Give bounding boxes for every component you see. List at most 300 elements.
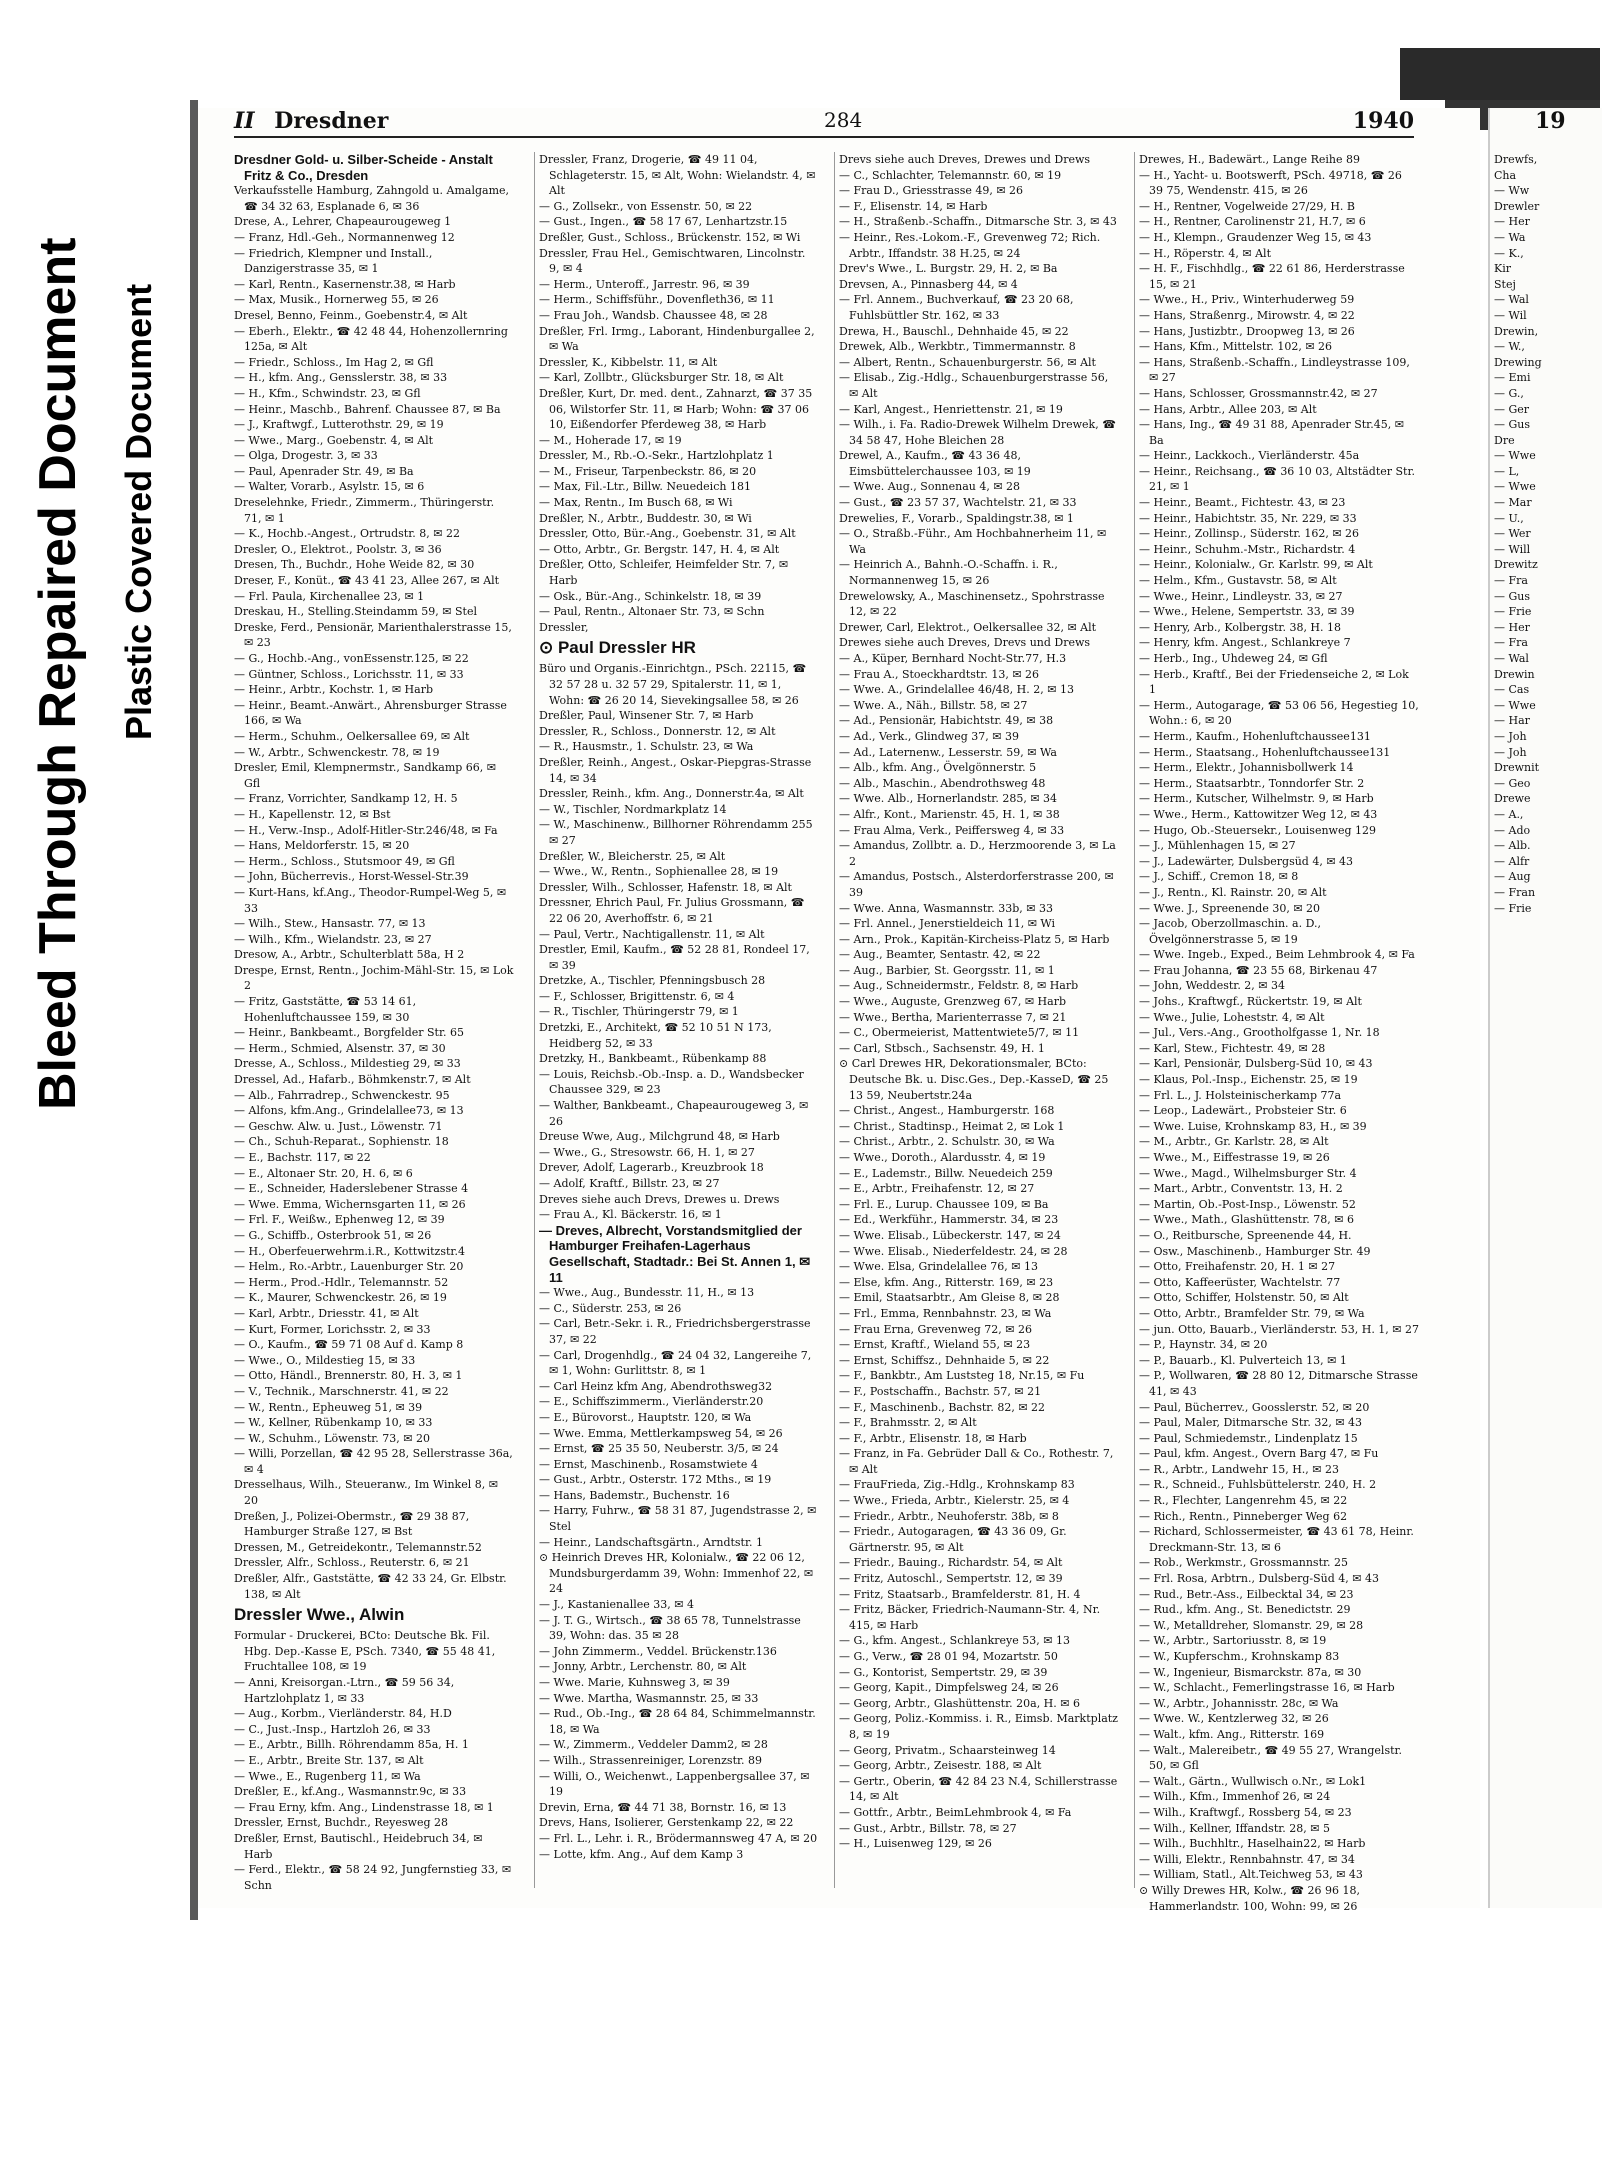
directory-entry: — Güntner, Schloss., Lorichsstr. 11, ✉ 33: [234, 667, 464, 681]
directory-entry: — Ch., Schuh-Reparat., Sophienstr. 18: [234, 1135, 449, 1149]
directory-entry: — Ernst, Kraftf., Wieland 55, ✉ 23: [839, 1338, 1031, 1352]
directory-entry: Drestler, Emil, Kaufm., ☎ 52 28 81, Rondeel 17, ✉ 39: [539, 943, 810, 972]
directory-entry: — J., Rentn., Kl. Rainstr. 20, ✉ Alt: [1139, 885, 1327, 899]
directory-entry: — E., Altonaer Str. 20, H. 6, ✉ 6: [234, 1166, 413, 1180]
directory-entry: — Heinr., Maschb., Bahrenf. Chaussee 87, ✉ Ba: [234, 402, 501, 416]
directory-columns: [234, 152, 1420, 1913]
directory-entry: — Frau Erna, Grevenweg 72, ✉ 26: [839, 1322, 1032, 1336]
directory-entry: Dreßler, Reinh., Angest., Oskar-Piepgras-Strasse 14, ✉ 34: [539, 755, 812, 785]
directory-entry: — Wwe., Heinr., Lindleystr. 33, ✉ 27: [1139, 589, 1343, 603]
directory-entry: — Wilh., Stew., Hansastr. 77, ✉ 13: [234, 917, 426, 931]
directory-entry: — Wwe., H., Priv., Winterhuderweg 59: [1139, 293, 1355, 307]
directory-entry: — Wwe., Bertha, Marienterrasse 7, ✉ 21: [839, 1010, 1067, 1024]
directory-entry: — Wilh., Kraftwgf., Rossberg 54, ✉ 23: [1139, 1805, 1352, 1819]
directory-entry: Drevs, Hans, Isolierer, Gerstenkamp 22, ✉ 22: [539, 1816, 794, 1830]
directory-entry: — Ad., Laternenw., Lesserstr. 59, ✉ Wa: [839, 745, 1057, 759]
directory-entry: — Eberh., Elektr., ☎ 42 48 44, Hohenzollernring 125a, ✉ Alt: [234, 324, 508, 354]
directory-entry: — Elisab., Zig.-Hdlg., Schauenburgerstrasse 56, ✉ Alt: [839, 371, 1109, 400]
directory-entry: — Georg, Poliz.-Kommiss. i. R., Eimsb. Marktplatz 8, ✉ 19: [839, 1712, 1118, 1741]
directory-entry: — Karl, Angest., Henriettenstr. 21, ✉ 19: [839, 402, 1063, 416]
directory-entry: — Heinr., Bankbeamt., Borgfelder Str. 65: [234, 1026, 464, 1040]
directory-entry: Dreßler, Alfr., Gaststätte, ☎ 42 33 24, Gr. Elbstr. 138, ✉ Alt: [234, 1572, 507, 1601]
directory-entry: — Christ., Angest., Hamburgerstr. 168: [839, 1104, 1055, 1118]
directory-entry: — Amandus, Zollbtr. a. D., Herzmoorende 3, ✉ La 2: [839, 839, 1116, 868]
adjacent-entry-fragment: Drewing: [1494, 355, 1542, 369]
adjacent-entry-fragment: — Gus: [1494, 589, 1531, 603]
directory-entry: — Friedrich, Klempner und Install., Danzigerstrasse 35, ✉ 1: [234, 246, 433, 276]
directory-entry: — W., Schlacht., Femerlingstrasse 16, ✉ Harb: [1139, 1681, 1395, 1695]
directory-entry: — Karl, Zollbtr., Glücksburger Str. 18, ✉ Alt: [539, 371, 784, 385]
adjacent-entry-fragment: — Alfr: [1494, 854, 1530, 868]
directory-entry: — Ernst, Maschinenb., Rosamstwiete 4: [539, 1457, 758, 1471]
directory-entry: — Frl. F., Weißw., Ephenweg 12, ✉ 39: [234, 1213, 445, 1227]
directory-entry: — Louis, Reichsb.-Ob.-Insp. a. D., Wandsbecker Chaussee 329, ✉ 23: [539, 1067, 804, 1097]
directory-entry: — W., Ingenieur, Bismarckstr. 87a, ✉ 30: [1139, 1665, 1362, 1679]
adjacent-entry-fragment: — Frie: [1494, 901, 1532, 915]
directory-entry: — Wwe., Doroth., Alardusstr. 4, ✉ 19: [839, 1151, 1046, 1164]
adjacent-entry-fragment: — Gus: [1494, 418, 1531, 432]
directory-entry: Dressler Wwe., Alwin: [234, 1605, 405, 1625]
directory-entry: — Hans, Justizbtr., Droopweg 13, ✉ 26: [1139, 324, 1355, 338]
directory-entry: — G., Verw., ☎ 28 01 94, Mozartstr. 50: [839, 1650, 1058, 1663]
directory-entry: Dreßler, N., Arbtr., Buddestr. 30, ✉ Wi: [539, 511, 752, 525]
adjacent-entry-fragment: — Wwe: [1494, 480, 1536, 494]
directory-entry: — Frau Alma, Verk., Peiffersweg 4, ✉ 33: [839, 823, 1065, 837]
directory-entry: Dreßler, Frl. Irmg., Laborant, Hindenburgallee 2, ✉ Wa: [539, 324, 815, 354]
directory-page: [198, 108, 1480, 1913]
adjacent-entry-fragment: — Joh: [1494, 729, 1527, 743]
directory-entry: — Wwe., W., Rentn., Sophienallee 28, ✉ 19: [539, 865, 779, 879]
directory-entry: — Wwe. Elsa, Grindelallee 76, ✉ 13: [839, 1260, 1038, 1274]
directory-entry: — William, Statl., Alt.Teichweg 53, ✉ 43: [1139, 1868, 1363, 1882]
directory-entry: — Gust., Ingen., ☎ 58 17 67, Lenhartzstr.15: [539, 215, 788, 229]
directory-entry: Dreske, Ferd., Pensionär, Marienthalerstrasse 15, ✉ 23: [234, 620, 512, 650]
directory-entry: — Wwe., Aug., Bundesstr. 11, H., ✉ 13: [539, 1286, 755, 1300]
directory-entry: — Wwe., Auguste, Grenzweg 67, ✉ Harb: [839, 995, 1066, 1009]
directory-entry: — Henry, Arb., Kolbergstr. 38, H. 18: [1139, 620, 1342, 634]
directory-entry: — C., Süderstr. 253, ✉ 26: [539, 1301, 682, 1315]
directory-entry: — Hans, Ing., ☎ 49 31 88, Apenrader Str.45, ✉ Ba: [1139, 418, 1404, 447]
directory-entry: — Rud., Ob.-Ing., ☎ 28 64 84, Schimmelmannstr. 18, ✉ Wa: [539, 1707, 816, 1736]
directory-entry: — Heinr., Reichsang., ☎ 36 10 03, Altstädter Str. 21, ✉ 1: [1139, 464, 1416, 494]
directory-entry: — Frau Joh., Wandsb. Chaussee 48, ✉ 28: [539, 308, 768, 322]
directory-entry: Dreser, F., Konüt., ☎ 43 41 23, Allee 267, ✉ Alt: [234, 574, 500, 588]
directory-entry: — Lotte, kfm. Ang., Auf dem Kamp 3: [539, 1847, 744, 1861]
adjacent-entry-fragment: — U.,: [1494, 511, 1524, 525]
adjacent-entry-fragment: — Ado: [1494, 823, 1531, 837]
directory-entry: — Alb., Fahrradrep., Schwenckestr. 95: [234, 1088, 450, 1102]
directory-entry: — Wwe., Helene, Sempertstr. 33, ✉ 39: [1139, 605, 1355, 619]
directory-entry: — Herm., Schloss., Stutsmoor 49, ✉ Gfl: [234, 854, 455, 868]
directory-entry: Dretzki, E., Architekt, ☎ 52 10 51 N 173, Heidberg 52, ✉ 33: [539, 1021, 772, 1050]
directory-entry: Dresow, A., Arbtr., Schulterblatt 58a, H 2: [234, 948, 465, 962]
directory-entry: Drespe, Ernst, Rentn., Jochim-Mähl-Str. 15, ✉ Lok 2: [234, 963, 514, 993]
directory-entry: — Wilh., Kellner, Iffandstr. 28, ✉ 5: [1139, 1821, 1330, 1835]
directory-entry: — H., Rentner, Vogelweide 27/29, H. B: [1139, 199, 1355, 213]
directory-entry: — Frl. Annel., Jenerstieldeich 11, ✉ Wi: [839, 917, 1056, 931]
directory-entry: — Franz, in Fa. Gebrüder Dall & Co., Rothestr. 7, ✉ Alt: [839, 1447, 1114, 1476]
directory-entry: — H., kfm. Ang., Gensslerstr. 38, ✉ 33: [234, 371, 448, 385]
directory-entry: — Herm., Elektr., Johannisbollwerk 14: [1139, 761, 1354, 775]
directory-entry: — Wwe., M., Eiffestrasse 19, ✉ 26: [1139, 1151, 1330, 1164]
directory-entry: — Wwe. Ingeb., Exped., Beim Lehmbrook 4, ✉ Fa: [1139, 948, 1415, 962]
directory-entry: — Herm., Staatsarbtr., Tonndorfer Str. 2: [1139, 776, 1365, 790]
directory-entry: Drewes siehe auch Dreves, Drevs und Drews: [839, 636, 1091, 650]
adjacent-entry-fragment: — L,: [1494, 464, 1520, 478]
directory-entry: — Max, Rentn., Im Busch 68, ✉ Wi: [539, 496, 733, 510]
directory-entry: — Ad., Verk., Glindweg 37, ✉ 39: [839, 729, 1019, 743]
directory-entry: — Herm., Schmied, Alsenstr. 37, ✉ 30: [234, 1041, 446, 1055]
directory-entry: — H., Yacht- u. Bootswerft, PSch. 49718, ☎ 26 39 75, Wendenstr. 415, ✉ 26: [1139, 168, 1402, 198]
directory-entry: — Hans, Bademstr., Buchenstr. 16: [539, 1488, 730, 1502]
directory-entry: — Walt., kfm. Ang., Ritterstr. 169: [1139, 1727, 1325, 1741]
directory-entry: — O., Kaufm., ☎ 59 71 08 Auf d. Kamp 8: [234, 1338, 464, 1352]
directory-entry: — Frau A., Stoeckhardtstr. 13, ✉ 26: [839, 667, 1040, 681]
header-section-word: Dresdner: [274, 108, 389, 134]
directory-entry: — G., Schiffb., Osterbrook 51, ✉ 26: [234, 1228, 432, 1242]
directory-entry: — Jonny, Arbtr., Lerchenstr. 80, ✉ Alt: [539, 1660, 747, 1674]
directory-entry: — W., Tischler, Nordmarkplatz 14: [539, 802, 727, 816]
directory-entry: — Wwe., E., Rugenberg 11, ✉ Wa: [234, 1769, 421, 1783]
directory-entry: — Franz, Hdl.-Geh., Normannenweg 12: [234, 230, 455, 244]
directory-entry: — Frau Johanna, ☎ 23 55 68, Birkenau 47: [1139, 963, 1378, 977]
directory-entry: — C., Schlachter, Telemannstr. 60, ✉ 19: [839, 168, 1062, 182]
directory-entry: — R., Schneid., Fuhlsbüttelerstr. 240, H. 2: [1139, 1478, 1377, 1492]
directory-entry: — Max, Musik., Hornerweg 55, ✉ 26: [234, 293, 439, 307]
directory-entry: — Martin, Ob.-Post-Insp., Löwenstr. 52: [1139, 1197, 1356, 1211]
directory-entry: — H., Oberfeuerwehrm.i.R., Kottwitzstr.4: [234, 1244, 465, 1258]
directory-entry: ⊙ Heinrich Dreves HR, Kolonialw., ☎ 22 06 12, Mundsburgerdamm 39, Wohn: Immenhof 22, ✉ 24: [539, 1551, 814, 1596]
adjacent-entry-fragment: — Wal: [1494, 652, 1529, 665]
directory-entry: — H., Straßenb.-Schaffn., Ditmarsche Str. 3, ✉ 43: [839, 215, 1117, 229]
directory-entry: — Jul., Vers.-Ang., Grootholfgasse 1, Nr. 18: [1139, 1026, 1380, 1040]
directory-entry: — W., Metalldreher, Slomanstr. 29, ✉ 28: [1139, 1618, 1364, 1632]
directory-entry: — Gertr., Oberin, ☎ 42 84 23 N.4, Schillerstrasse 14, ✉ Alt: [839, 1774, 1118, 1804]
directory-entry: — Paul, kfm. Angest., Overn Barg 47, ✉ Fu: [1139, 1447, 1379, 1461]
directory-entry: — Karl, Rentn., Kasernenstr.38, ✉ Harb: [234, 277, 456, 291]
adjacent-entry-fragment: — G.,: [1494, 386, 1524, 400]
directory-entry: — J., Schiff., Cremon 18, ✉ 8: [1139, 870, 1299, 884]
directory-entry: — Harry, Fuhrw., ☎ 58 31 87, Jugendstrasse 2, ✉ Stel: [539, 1504, 817, 1534]
directory-entry: Drever, Adolf, Lagerarb., Kreuzbrook 18: [539, 1161, 764, 1175]
directory-entry: — Georg, Arbtr., Glashüttenstr. 20a, H. ✉ 6: [839, 1696, 1080, 1710]
directory-entry: — J., Mühlenhagen 15, ✉ 27: [1139, 839, 1296, 853]
directory-entry: — Heinr., Beamt., Fichtestr. 43, ✉ 23: [1139, 496, 1346, 510]
directory-entry: — Willi, O., Weichenwt., Lappenbergsallee 37, ✉ 19: [539, 1769, 810, 1799]
directory-entry: — Geschw. Alw. u. Just., Löwenstr. 71: [234, 1119, 443, 1133]
directory-entry: — Herm., Kaufm., Hohenluftchaussee131: [1139, 729, 1371, 743]
directory-entry: — E., Lademstr., Billw. Neuedeich 259: [839, 1166, 1053, 1180]
directory-entry: — F., Brahmsstr. 2, ✉ Alt: [839, 1416, 977, 1430]
directory-entry: Dreßler, Ernst, Bautischl., Heidebruch 34, ✉ Harb: [234, 1831, 483, 1861]
adjacent-entry-fragment: — Fra: [1494, 636, 1528, 650]
adjacent-entry-fragment: — Emi: [1494, 371, 1531, 385]
directory-entry: — Heinr., Landschaftsgärtn., Arndtstr. 1: [539, 1535, 764, 1549]
directory-entry: — Friedr., Autogaragen, ☎ 43 36 09, Gr. Gärtnerstr. 95, ✉ Alt: [839, 1525, 1067, 1554]
directory-entry: Drewa, H., Bauschl., Dehnhaide 45, ✉ 22: [839, 324, 1069, 338]
adjacent-entry-fragment: — Alb.: [1494, 839, 1531, 853]
adjacent-entry-fragment: — Fran: [1494, 885, 1536, 899]
directory-entry: — C., Obermeierist, Mattentwiete5/7, ✉ 11: [839, 1026, 1080, 1040]
directory-entry: — E., Arbtr., Freihafenstr. 12, ✉ 27: [839, 1182, 1035, 1196]
directory-entry: Dressler, Frau Hel., Gemischtwaren, Lincolnstr. 9, ✉ 4: [539, 246, 806, 276]
directory-entry: Dreßler, Paul, Winsener Str. 7, ✉ Harb: [539, 709, 754, 723]
directory-entry: — Osk., Bür.-Ang., Schinkelstr. 18, ✉ 39: [539, 589, 762, 603]
directory-entry: — Wwe., Magd., Wilhelmsburger Str. 4: [1139, 1166, 1357, 1180]
directory-entry: — Heinr., Beamt.-Anwärt., Ahrensburger Strasse 166, ✉ Wa: [234, 698, 507, 728]
directory-entry: — Albert, Rentn., Schauenburgerstr. 56, ✉ Alt: [839, 355, 1096, 369]
directory-entry: Büro und Organis.-Einrichtgn., PSch. 22115, ☎ 32 57 28 u. 32 57 29, Spitalerstr. 11, ✉ 1, Wohn: ☎ 26 20 14, Sievekingsallee 58, ✉ 26: [539, 662, 807, 707]
directory-entry: — E., Bachstr. 117, ✉ 22: [234, 1151, 371, 1164]
directory-entry: — Paul, Vertr., Nachtigallenstr. 11, ✉ Alt: [539, 927, 765, 941]
directory-entry: — Wwe., Herm., Kattowitzer Weg 12, ✉ 43: [1139, 807, 1378, 821]
directory-entry: — Dreves, Albrecht, Vorstandsmitglied der Hamburger Freihafen-Lagerhaus Gesellschaft, Stadtadr.: Bei St. Annen 1, ✉ 11: [539, 1222, 811, 1285]
directory-entry: — Hans, Straßenrg., Mirowstr. 4, ✉ 22: [1139, 308, 1355, 322]
directory-entry: — Wwe., Frieda, Arbtr., Kielerstr. 25, ✉ 4: [839, 1494, 1070, 1508]
directory-entry: — Emil, Staatsarbtr., Am Gleise 8, ✉ 28: [839, 1291, 1060, 1305]
directory-entry: — jun. Otto, Bauarb., Vierländerstr. 53, H. 1, ✉ 27: [1139, 1322, 1420, 1336]
directory-entry: — Willi, Elektr., Rennbahnstr. 47, ✉ 34: [1139, 1852, 1355, 1866]
directory-entry: — F., Postschaffn., Bachstr. 57, ✉ 21: [839, 1384, 1042, 1398]
adjacent-page: [1488, 108, 1602, 1908]
directory-entry: — Carl, Betr.-Sekr. i. R., Friedrichsbergerstrasse 37, ✉ 22: [539, 1317, 811, 1346]
directory-entry: — Alb., kfm. Ang., Övelgönnerstr. 5: [839, 761, 1037, 775]
directory-entry: — Willi, Porzellan, ☎ 42 95 28, Sellerstrasse 36a, ✉ 4: [234, 1447, 513, 1476]
directory-entry: Dressel, Ad., Hafarb., Böhmkenstr.7, ✉ Alt: [234, 1073, 471, 1087]
directory-entry: — Hans, Kfm., Mittelstr. 102, ✉ 26: [1139, 340, 1333, 354]
directory-entry: — Wwe. Emma, Wichernsgarten 11, ✉ 26: [234, 1197, 466, 1211]
directory-entry: — Wilh., Buchhltr., Haselhain22, ✉ Harb: [1139, 1837, 1366, 1851]
directory-entry: — Frau A., Kl. Bäckerstr. 16, ✉ 1: [539, 1208, 722, 1222]
directory-entry: Dresselhaus, Wilh., Steueranw., Im Winkel 8, ✉ 20: [234, 1478, 498, 1508]
adjacent-entry-fragment: — Joh: [1494, 745, 1527, 759]
directory-entry: — Alfr., Kont., Marienstr. 45, H. 1, ✉ 38: [839, 807, 1060, 821]
directory-entry: — J. T. G., Wirtsch., ☎ 38 65 78, Tunnelstrasse 39, Wohn: das. 35 ✉ 28: [539, 1613, 801, 1643]
directory-entry: Dreselehnke, Friedr., Zimmerm., Thüringerstr. 71, ✉ 1: [234, 496, 495, 525]
directory-entry: — Wwe. A., Grindelallee 46/48, H. 2, ✉ 13: [839, 683, 1074, 697]
directory-entry: Dresse, A., Schloss., Mildestieg 29, ✉ 33: [234, 1057, 461, 1071]
directory-entry: — Otto, Händl., Brennerstr. 80, H. 3, ✉ 1: [234, 1369, 463, 1383]
directory-entry: — Olga, Drogestr. 3, ✉ 33: [234, 449, 378, 463]
directory-entry: Dreßler, E., kf.Ang., Wasmannstr.9c, ✉ 33: [234, 1785, 467, 1799]
directory-entry: — G., Kontorist, Sempertstr. 29, ✉ 39: [839, 1665, 1048, 1679]
directory-entry: — Helm., Ro.-Arbtr., Lauenburger Str. 20: [234, 1260, 464, 1274]
directory-entry: — F., Elisenstr. 14, ✉ Harb: [839, 199, 988, 213]
adjacent-entry-fragment: — Her: [1494, 620, 1530, 634]
adjacent-entry-fragment: — Fra: [1494, 574, 1528, 588]
directory-entry: — Wwe. Aug., Sonnenau 4, ✉ 28: [839, 480, 1021, 494]
adjacent-entry-fragment: — Aug: [1494, 870, 1531, 884]
header-left: [234, 108, 388, 134]
directory-entry: — Walt., Gärtn., Wullwisch o.Nr., ✉ Lok1: [1139, 1774, 1367, 1788]
directory-entry: — R., Hausmstr., 1. Schulstr. 23, ✉ Wa: [539, 740, 754, 754]
adjacent-entry-fragment: — Wa: [1494, 230, 1526, 244]
header-year: 1940: [1352, 108, 1414, 134]
column-2: [534, 152, 819, 1888]
directory-entry: — Amandus, Postsch., Alsterdorferstrasse 200, ✉ 39: [839, 870, 1114, 899]
adjacent-page-year: 19: [1535, 108, 1566, 134]
directory-entry: — Wwe. Elisab., Niederfeldestr. 24, ✉ 28: [839, 1244, 1068, 1258]
directory-entry: — G., Hochb.-Ang., vonEssenstr.125, ✉ 22: [234, 652, 469, 665]
directory-entry: Drewek, Alb., Werkbtr., Timmermannstr. 8: [839, 340, 1076, 354]
directory-entry: — P., Haynstr. 34, ✉ 20: [1139, 1338, 1268, 1352]
directory-entry: — Georg, Arbtr., Zeisestr. 188, ✉ Alt: [839, 1759, 1042, 1773]
adjacent-entry-fragment: Drewnit: [1494, 761, 1540, 775]
directory-entry: Dreves siehe auch Drevs, Drewes u. Drews: [539, 1192, 780, 1206]
adjacent-entry-fragment: — Geo: [1494, 776, 1531, 790]
directory-entry: — Christ., Stadtinsp., Heimat 2, ✉ Lok 1: [839, 1119, 1065, 1133]
directory-entry: Drevsen, A., Pinnasberg 44, ✉ 4: [839, 277, 1018, 291]
directory-entry: — Heinr., Kolonialw., Gr. Karlstr. 99, ✉ Alt: [1139, 558, 1373, 572]
directory-entry: — Herm., Prod.-Hdlr., Telemannstr. 52: [234, 1275, 449, 1289]
directory-entry: — Wwe. Marie, Kuhnsweg 3, ✉ 39: [539, 1676, 730, 1689]
directory-entry: — Wwe. W., Kentzlerweg 32, ✉ 26: [1139, 1712, 1329, 1726]
adjacent-entry-fragment: Drewler: [1494, 199, 1540, 213]
directory-entry: — R., Arbtr., Landwehr 15, H., ✉ 23: [1139, 1462, 1340, 1476]
directory-entry: — FrauFrieda, Zig.-Hdlg., Krohnskamp 83: [839, 1478, 1075, 1492]
directory-entry: — Richard, Schlossermeister, ☎ 43 61 78, Heinr. Dreckmann-Str. 13, ✉ 6: [1139, 1525, 1414, 1554]
directory-entry: — G., kfm. Angest., Schlankreye 53, ✉ 13: [839, 1634, 1070, 1648]
directory-entry: — Paul, Maler, Ditmarsche Str. 32, ✉ 43: [1139, 1416, 1363, 1430]
directory-entry: — Walther, Bankbeamt., Chapeaurougeweg 3, ✉ 26: [539, 1099, 809, 1128]
directory-entry: — Georg, Privatm., Schaarsteinweg 14: [839, 1743, 1056, 1757]
directory-entry: — Adolf, Kraftf., Billstr. 23, ✉ 27: [539, 1177, 720, 1190]
directory-entry: — J., Kastanienallee 33, ✉ 4: [539, 1598, 694, 1612]
directory-entry: — Gottfr., Arbtr., BeimLehmbrook 4, ✉ Fa: [839, 1805, 1072, 1819]
directory-entry: — Herm., Kutscher, Wilhelmstr. 9, ✉ Harb: [1139, 792, 1374, 806]
directory-entry: — Heinr., Res.-Lokom.-F., Grevenweg 72; Rich. Arbtr., Iffandstr. 38 H.25, ✉ 24: [839, 230, 1101, 260]
directory-entry: — F., Arbtr., Elisenstr. 18, ✉ Harb: [839, 1431, 1027, 1445]
adjacent-entry-fragment: — Will: [1494, 542, 1531, 556]
directory-entry: — V., Technik., Marschnerstr. 41, ✉ 22: [234, 1384, 449, 1398]
directory-entry: — Franz, Vorrichter, Sandkamp 12, H. 5: [234, 792, 458, 806]
directory-entry: — P., Wollwaren, ☎ 28 80 12, Ditmarsche Strasse 41, ✉ 43: [1139, 1369, 1418, 1398]
directory-entry: Dressler, Otto, Bür.-Ang., Goebenstr. 31, ✉ Alt: [539, 527, 796, 541]
directory-entry: — C., Just.-Insp., Hartzloh 26, ✉ 33: [234, 1722, 431, 1736]
directory-entry: — Helm., Kfm., Gustavstr. 58, ✉ Alt: [1139, 574, 1337, 588]
directory-entry: — Heinr., Habichtstr. 35, Nr. 229, ✉ 33: [1139, 511, 1357, 525]
column-3: [834, 152, 1119, 1888]
directory-entry: — R., Tischler, Thüringerstr 79, ✉ 1: [539, 1005, 739, 1019]
adjacent-entry-fragment: — Ww: [1494, 184, 1530, 198]
directory-entry: Drevs siehe auch Dreves, Drewes und Drews: [839, 153, 1091, 166]
directory-entry: — Kurt-Hans, kf.Ang., Theodor-Rumpel-Weg 5, ✉ 33: [234, 885, 507, 915]
directory-entry: — H., Röperstr. 4, ✉ Alt: [1139, 246, 1271, 260]
directory-entry: — Hans, Straßenb.-Schaffn., Lindleystrasse 109, ✉ 27: [1139, 355, 1410, 385]
directory-entry: — Osw., Maschinenb., Hamburger Str. 49: [1139, 1244, 1371, 1258]
directory-entry: Dreßler, Gust., Schloss., Brückenstr. 152, ✉ Wi: [539, 230, 801, 244]
directory-entry: — Georg, Kapit., Dimpfelsweg 24, ✉ 26: [839, 1681, 1059, 1695]
directory-entry: — Ernst, ☎ 25 35 50, Neuberstr. 3/5, ✉ 24: [539, 1442, 779, 1456]
directory-entry: Drewelies, F., Vorarb., Spaldingstr.38, ✉ 1: [839, 511, 1074, 525]
directory-entry: — Frl. Paula, Kirchenallee 23, ✉ 1: [234, 589, 425, 603]
directory-entry: — Carl Heinz kfm Ang, Abendrothsweg32: [539, 1379, 773, 1393]
directory-entry: — John, Bücherrevis., Horst-Wessel-Str.39: [234, 870, 469, 884]
directory-entry: — Fritz, Gaststätte, ☎ 53 14 61, Hohenluftchaussee 159, ✉ 30: [234, 995, 417, 1024]
directory-entry: — Aug., Barbier, St. Georgsstr. 11, ✉ 1: [839, 963, 1055, 977]
directory-entry: — W., Maschinenw., Billhorner Röhrendamm 255 ✉ 27: [539, 818, 813, 847]
directory-entry: Dressler, Reinh., kfm. Ang., Donnerstr.4a, ✉ Alt: [539, 787, 804, 801]
directory-entry: Dressler, R., Schloss., Donnerstr. 12, ✉ Alt: [539, 724, 776, 738]
directory-entry: — Hans, Meldorferstr. 15, ✉ 20: [234, 839, 410, 853]
directory-entry: — K., Hochb.-Angest., Ortrudstr. 8, ✉ 22: [234, 527, 460, 541]
adjacent-entry-fragment: Drewe: [1494, 792, 1531, 806]
directory-entry: Dresel, Benno, Feinm., Goebenstr.4, ✉ Alt: [234, 308, 468, 322]
adjacent-entry-fragment: — Wal: [1494, 293, 1529, 307]
directory-entry: Dressen, M., Getreidekontr., Telemannstr.52: [234, 1540, 482, 1554]
directory-entry: — H., Rentner, Carolinenstr 21, H.7, ✉ 6: [1139, 215, 1366, 229]
adjacent-entry-fragment: Drewin: [1494, 667, 1535, 681]
adjacent-entry-fragment: — Har: [1494, 714, 1530, 728]
directory-entry: — Frl. Rosa, Arbtrn., Dulsberg-Süd 4, ✉ 43: [1139, 1572, 1379, 1586]
directory-entry: — Gust., Arbtr., Billstr. 78, ✉ 27: [839, 1821, 1017, 1835]
directory-entry: — Walt., Malereibetr., ☎ 49 55 27, Wrangelstr. 50, ✉ Gfl: [1139, 1743, 1403, 1773]
directory-entry: — Herm., Staatsang., Hohenluftchaussee131: [1139, 745, 1391, 759]
directory-entry: — Wwe. Elisab., Lübeckerstr. 147, ✉ 24: [839, 1228, 1061, 1242]
directory-entry: — Leop., Ladewärt., Probsteier Str. 6: [1139, 1104, 1347, 1118]
directory-entry: Drewes, H., Badewärt., Lange Reihe 89: [1139, 153, 1360, 166]
directory-entry: — Wwe., Julie, Loheststr. 4, ✉ Alt: [1139, 1010, 1325, 1024]
directory-entry: — Herm., Autogarage, ☎ 53 06 56, Hegestieg 10, Wohn.: 6, ✉ 20: [1139, 698, 1419, 728]
directory-entry: — Rud., Betr.-Ass., Eilbecktal 34, ✉ 23: [1139, 1587, 1354, 1601]
directory-entry: ⊙ Willy Drewes HR, Kolw., ☎ 26 96 18, Hammerlandstr. 100, Wohn: 99, ✉ 26: [1139, 1883, 1360, 1913]
directory-entry: — M., Hoherade 17, ✉ 19: [539, 433, 682, 447]
directory-entry: — W., Kellner, Rübenkamp 10, ✉ 33: [234, 1416, 433, 1430]
directory-entry: — W., Schuhm., Löwenstr. 73, ✉ 20: [234, 1431, 430, 1445]
directory-entry: Dressler, Alfr., Schloss., Reuterstr. 6, ✉ 21: [234, 1556, 470, 1570]
directory-entry: — Hugo, Ob.-Steuersekr., Louisenweg 129: [1139, 823, 1377, 837]
adjacent-entry-fragment: — W.,: [1494, 340, 1525, 354]
directory-entry: — F., Maschinenb., Bachstr. 82, ✉ 22: [839, 1400, 1046, 1414]
directory-entry: — Otto, Arbtr., Bramfelder Str. 79, ✉ Wa: [1139, 1306, 1365, 1320]
directory-entry: — Friedr., Bauing., Richardstr. 54, ✉ Alt: [839, 1556, 1063, 1570]
directory-entry: — Karl, Arbtr., Driesstr. 41, ✉ Alt: [234, 1306, 419, 1320]
adjacent-entry-fragment: Drewfs,: [1494, 153, 1538, 166]
directory-entry: — John Zimmerm., Veddel. Brückenstr.136: [539, 1644, 777, 1658]
directory-entry: — Rob., Werkmstr., Grossmannstr. 25: [1139, 1556, 1349, 1570]
directory-entry: — Jacob, Oberzollmaschin. a. D., Övelgönnerstrasse 5, ✉ 19: [1139, 917, 1322, 946]
directory-entry: Dretzky, H., Bankbeamt., Rübenkamp 88: [539, 1052, 767, 1066]
adjacent-entry-fragment: — Mar: [1494, 496, 1532, 510]
directory-entry: Dresdner Gold- u. Silber-Scheide - Anstalt Fritz & Co., Dresden: [234, 152, 493, 183]
directory-entry: — Ferd., Elektr., ☎ 58 24 92, Jungfernstieg 33, ✉ Schn: [234, 1863, 512, 1892]
adjacent-entry-fragment: — Frie: [1494, 605, 1532, 619]
directory-entry: Drewel, A., Kaufm., ☎ 43 36 48, Eimsbüttelerchaussee 103, ✉ 19: [839, 449, 1031, 478]
directory-entry: — Frl. L., Lehr. i. R., Brödermannsweg 47 A, ✉ 20: [539, 1831, 818, 1845]
directory-entry: — E., Schiffszimmerm., Vierländerstr.20: [539, 1395, 764, 1409]
adjacent-entry-fragment: Kir: [1494, 262, 1511, 276]
directory-entry: — Fritz, Bäcker, Friedrich-Naumann-Str. 4, Nr. 415, ✉ Harb: [839, 1603, 1101, 1632]
directory-entry: Dressler, Ernst, Buchdr., Reyesweg 28: [234, 1816, 448, 1830]
directory-entry: — Wwe. Martha, Wasmannstr. 25, ✉ 33: [539, 1691, 759, 1705]
directory-entry: — Otto, Schiffer, Holstenstr. 50, ✉ Alt: [1139, 1291, 1349, 1305]
directory-entry: — A., Küper, Bernhard Nocht-Str.77, H.3: [839, 652, 1067, 665]
adjacent-entry-fragment: — Wil: [1494, 308, 1527, 322]
directory-entry: — Otto, Arbtr., Gr. Bergstr. 147, H. 4, ✉ Alt: [539, 542, 780, 556]
directory-entry: — R., Flechter, Langenrehm 45, ✉ 22: [1139, 1494, 1348, 1508]
directory-entry: — Frl. Annem., Buchverkauf, ☎ 23 20 68, Fuhlsbüttler Str. 162, ✉ 33: [839, 293, 1074, 322]
directory-entry: — Karl, Pensionär, Dulsberg-Süd 10, ✉ 43: [1139, 1057, 1373, 1071]
directory-entry: Dreßler, Otto, Schleifer, Heimfelder Str. 7, ✉ Harb: [539, 558, 789, 588]
directory-entry: — Gust., Arbtr., Osterstr. 172 Mths., ✉ 19: [539, 1473, 772, 1487]
directory-entry: — Anni, Kreisorgan.-Ltrn., ☎ 59 56 34, Hartzlohplatz 1, ✉ 33: [234, 1676, 455, 1705]
directory-entry: — John, Weddestr. 2, ✉ 34: [1139, 979, 1286, 993]
directory-entry: Dreuse Wwe, Aug., Milchgrund 48, ✉ Harb: [539, 1130, 780, 1144]
directory-entry: — K., Maurer, Schwenckestr. 26, ✉ 19: [234, 1291, 447, 1305]
adjacent-page-column: [1494, 152, 1604, 916]
binder-clip: [1400, 48, 1600, 100]
directory-entry: — Wwe. Anna, Wasmannstr. 33b, ✉ 33: [839, 901, 1053, 915]
